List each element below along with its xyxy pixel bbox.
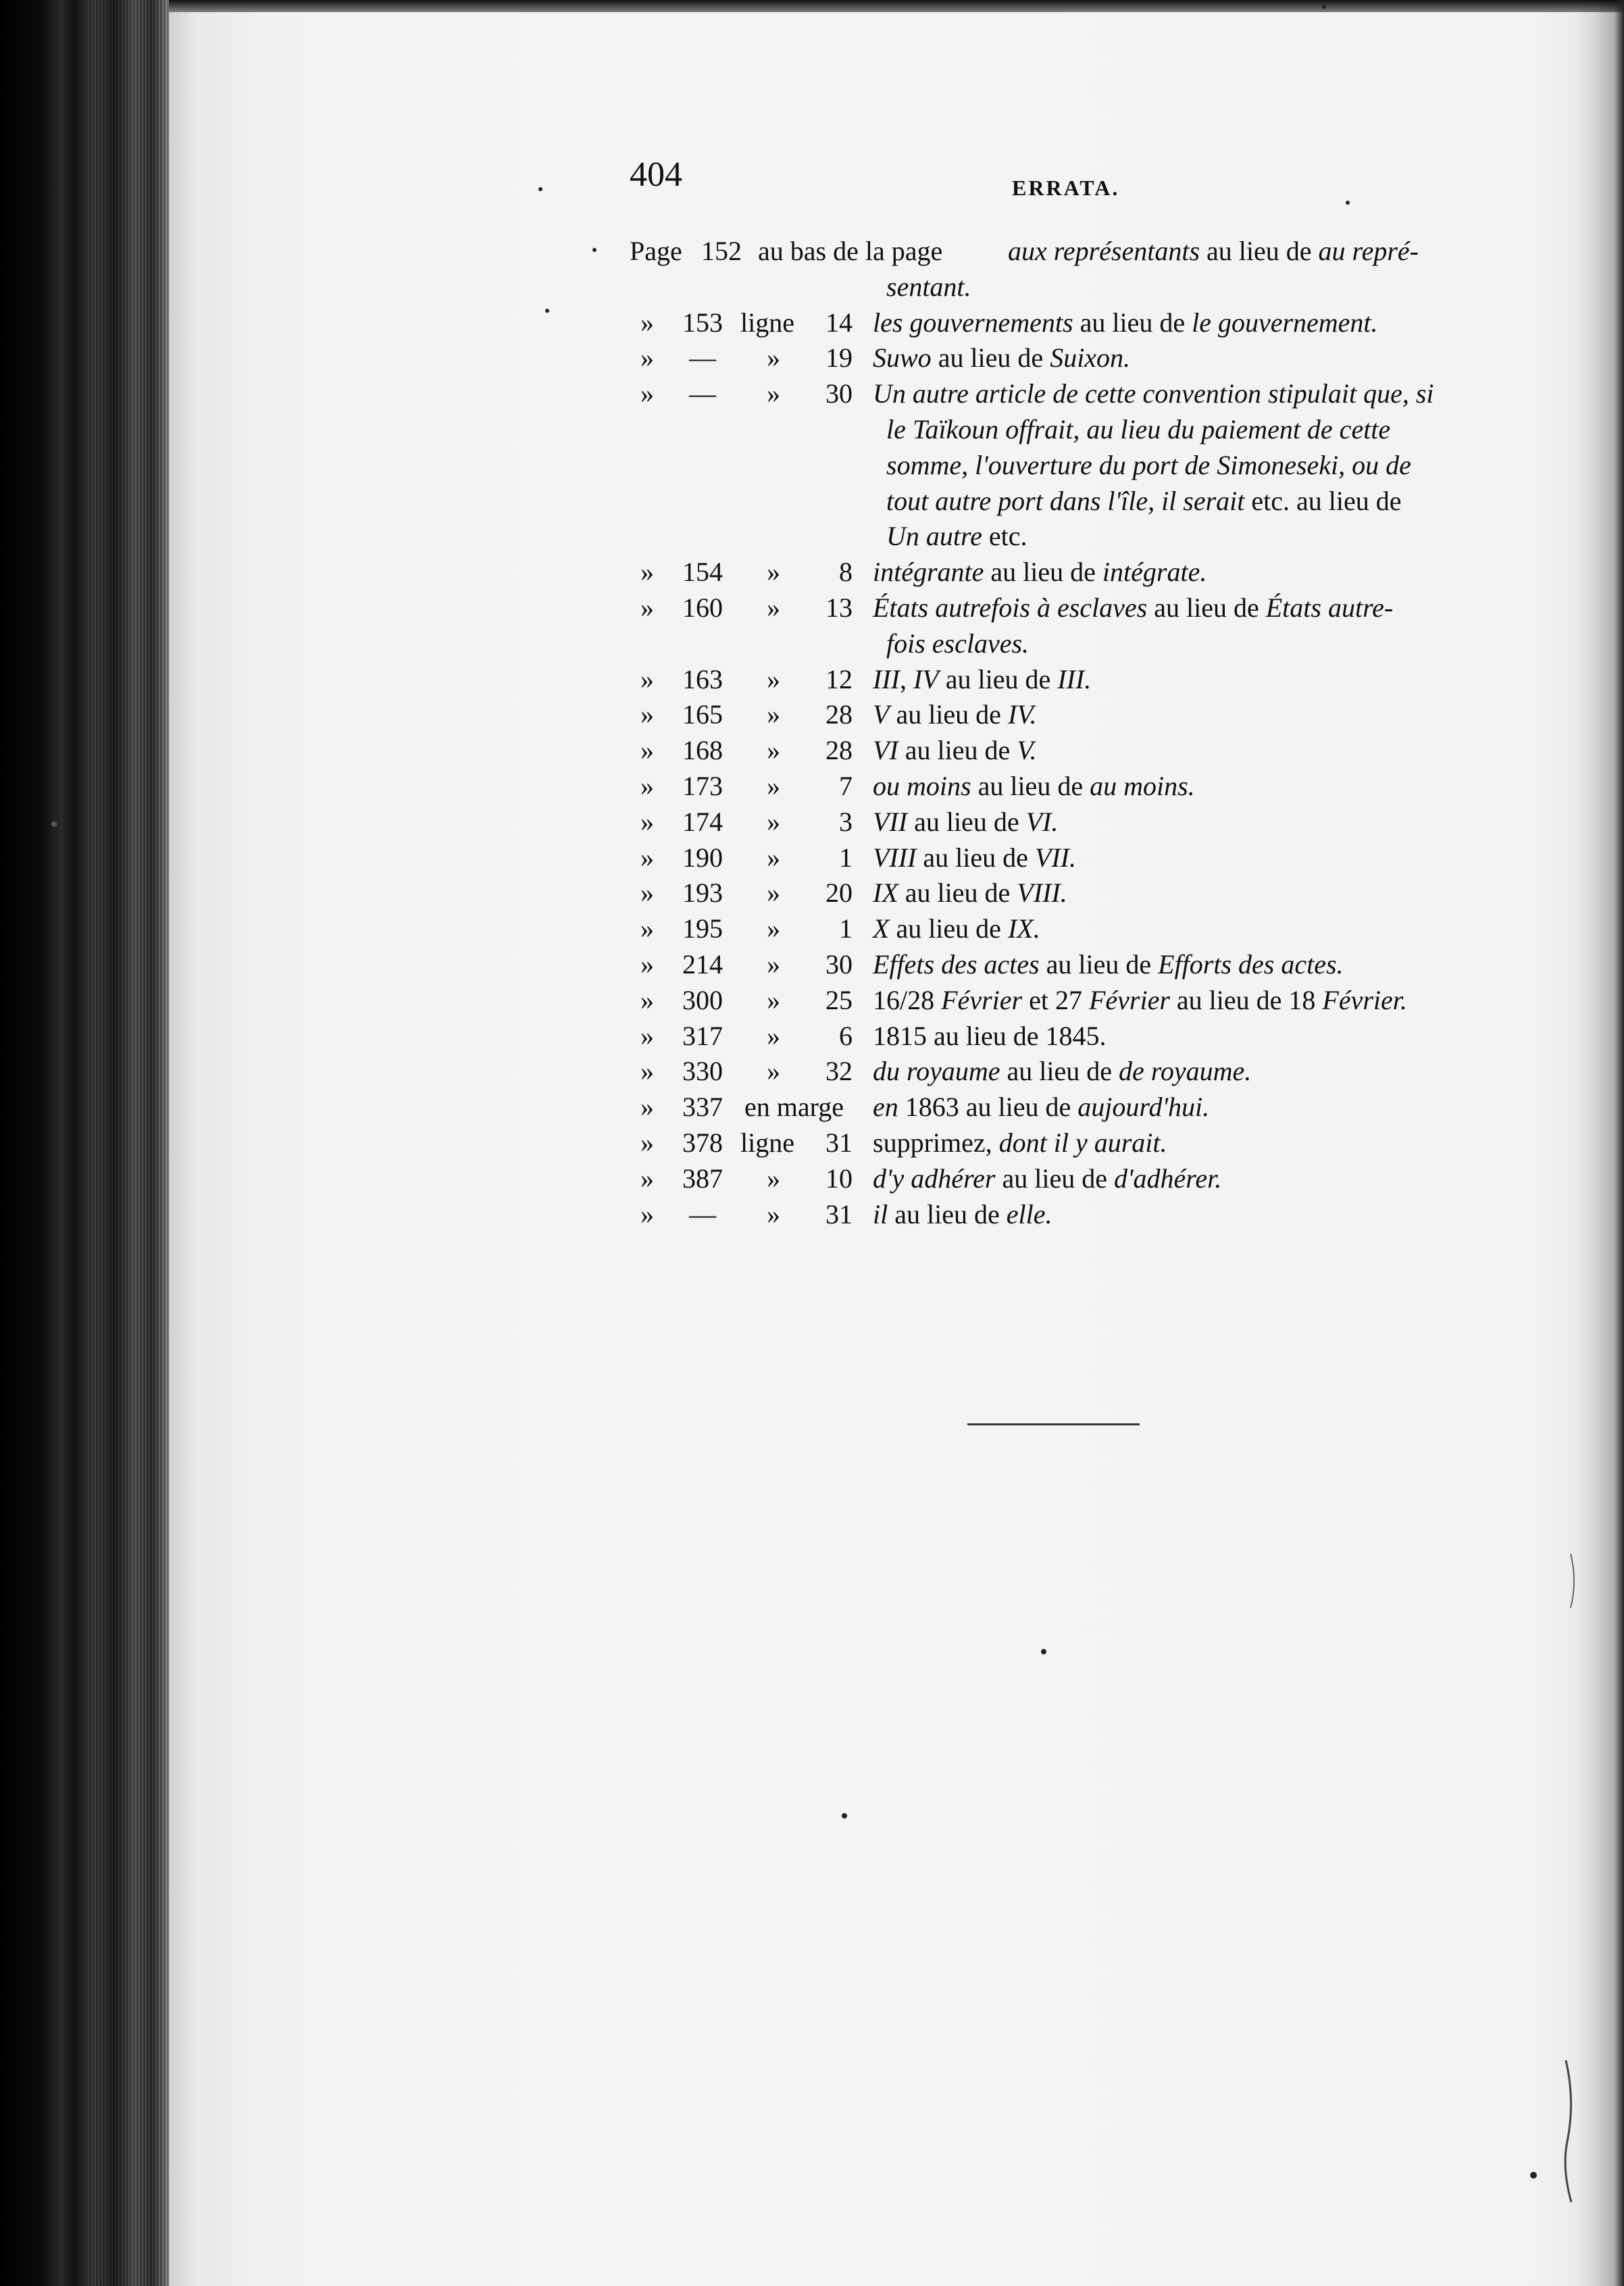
entry-marker: »: [640, 1127, 654, 1158]
entry-page: 387: [682, 1163, 723, 1194]
entry-continuation: [886, 452, 1411, 479]
entry-correction: [873, 844, 1076, 871]
entry-correction: [873, 1058, 1251, 1085]
correction-italic: il: [873, 1199, 888, 1229]
correction-italic: d'y adhérer: [873, 1163, 996, 1194]
entry-marker: »: [640, 985, 654, 1015]
entry-marker: »: [640, 771, 654, 801]
correction-italic: intégrate.: [1102, 557, 1207, 587]
entry-correction: [873, 773, 1195, 800]
correction-text: 1815 au lieu de 1845.: [873, 1021, 1107, 1051]
entry-page: 174: [682, 807, 723, 837]
correction-italic: Un autre article de cette convention stipulait que, si: [873, 378, 1434, 409]
correction-text: ,: [899, 664, 913, 694]
entry-ditto: »: [767, 771, 780, 801]
correction-italic: États autrefois à esclaves: [873, 592, 1148, 623]
correction-italic: d'adhérer.: [1113, 1163, 1222, 1194]
entry-correction: [873, 380, 1434, 407]
correction-italic: Février: [941, 985, 1023, 1015]
entry-ditto: »: [767, 842, 780, 873]
entry-line: 1: [839, 842, 853, 873]
entry-ditto: »: [767, 735, 780, 765]
correction-italic: ou moins: [873, 771, 971, 801]
entry-ditto: »: [767, 807, 780, 837]
entry-ditto: »: [767, 1199, 780, 1229]
entry-ditto: »: [767, 342, 780, 373]
entry-ditto: »: [767, 1163, 780, 1194]
entry-ditto: »: [767, 985, 780, 1015]
correction-italic: IX.: [1007, 913, 1040, 944]
correction-text: au lieu de: [971, 771, 1090, 801]
correction-italic: aujourd'hui.: [1077, 1092, 1210, 1122]
entry-page: 152: [701, 236, 742, 266]
correction-italic: VIII.: [1017, 878, 1067, 908]
entry-line: 14: [826, 307, 853, 338]
entry-page: 154: [682, 557, 723, 587]
correction-text: au lieu de: [1000, 1056, 1119, 1086]
correction-italic: les gouvernements: [873, 307, 1073, 338]
correction-italic: VIII: [873, 842, 917, 873]
entry-page: 163: [682, 664, 723, 694]
correction-italic: Février: [1088, 985, 1170, 1015]
entry-page: 195: [682, 913, 723, 944]
correction-text: etc.: [982, 521, 1027, 551]
correction-italic: Un autre: [886, 521, 982, 551]
entry-location: au bas de la page: [758, 236, 943, 266]
entry-marker: »: [640, 807, 654, 837]
correction-italic: du royaume: [873, 1056, 1000, 1086]
entry-correction: [873, 951, 1344, 978]
entry-page: —: [689, 342, 716, 373]
entry-page: 337: [682, 1092, 723, 1122]
entry-continuation: [886, 488, 1402, 515]
correction-italic: VII.: [1034, 842, 1076, 873]
correction-italic: en: [873, 1092, 898, 1122]
entry-correction: [1008, 238, 1419, 265]
entry-page: 160: [682, 592, 723, 623]
correction-italic: au moins.: [1090, 771, 1195, 801]
correction-text: au lieu de: [898, 735, 1017, 765]
correction-text: au lieu de: [984, 557, 1102, 587]
correction-text: et 27: [1022, 985, 1089, 1015]
entry-correction: [873, 701, 1037, 728]
entry-line: 1: [839, 913, 853, 944]
running-title: ERRATA.: [1012, 176, 1120, 200]
entry-page: 165: [682, 699, 723, 730]
correction-italic: VII: [873, 807, 908, 837]
correction-text: au lieu de: [938, 664, 1058, 694]
entry-line: 3: [839, 807, 853, 837]
entry-marker: »: [640, 1199, 654, 1229]
end-rule: [967, 1423, 1140, 1425]
entry-continuation: [886, 630, 1029, 657]
correction-italic: VI: [873, 735, 898, 765]
correction-italic: somme, l'ouverture du port de Simoneseki, ou de: [886, 450, 1411, 480]
correction-text: au lieu de: [931, 342, 1050, 373]
entry-line: 8: [839, 557, 853, 587]
entry-marker: »: [640, 913, 654, 944]
entry-correction: [873, 1129, 1167, 1157]
entry-marker: »: [640, 342, 654, 373]
entry-correction: [873, 987, 1407, 1014]
correction-italic: V.: [1017, 735, 1037, 765]
entry-correction: [873, 559, 1207, 586]
correction-italic: sentant.: [886, 272, 971, 302]
entry-line: 30: [826, 949, 853, 980]
correction-text: au lieu de 18: [1169, 985, 1323, 1015]
entry-correction: [873, 737, 1037, 764]
correction-italic: aux représentants: [1008, 236, 1200, 266]
entry-correction: [873, 1165, 1221, 1192]
correction-italic: IV: [913, 664, 939, 694]
correction-text: etc. au lieu de: [1244, 486, 1402, 516]
entry-line: 19: [826, 342, 853, 373]
entry-line: 7: [839, 771, 853, 801]
entry-ditto: »: [767, 1021, 780, 1051]
entry-location: ligne: [740, 1127, 794, 1158]
entry-line: 31: [826, 1199, 853, 1229]
entry-ditto: »: [767, 878, 780, 908]
entry-marker: »: [640, 878, 654, 908]
entry-correction: [873, 1094, 1209, 1121]
page-right-edge: [1574, 0, 1624, 2286]
correction-italic: au repré-: [1318, 236, 1419, 266]
correction-italic: IX: [873, 878, 898, 908]
correction-italic: X: [873, 913, 890, 944]
entry-page: 153: [682, 307, 723, 338]
entry-line: 6: [839, 1021, 853, 1051]
correction-text: au lieu de: [898, 878, 1017, 908]
entry-correction: [873, 309, 1378, 336]
correction-text: au lieu de: [889, 913, 1008, 944]
entry-ditto: »: [767, 592, 780, 623]
correction-text: au lieu de: [1147, 592, 1266, 623]
correction-text: supprimez,: [873, 1127, 999, 1158]
entry-correction: [873, 915, 1040, 942]
entry-ditto: »: [767, 949, 780, 980]
entry-page: —: [689, 1199, 716, 1229]
correction-text: 1863 au lieu de: [898, 1092, 1078, 1122]
entry-marker: »: [640, 842, 654, 873]
correction-italic: Efforts des actes.: [1158, 949, 1344, 980]
correction-text: au lieu de: [1200, 236, 1319, 266]
correction-italic: Février.: [1322, 985, 1407, 1015]
correction-italic: le Taïkoun offrait, au lieu du paiement de cette: [886, 414, 1391, 444]
entry-marker: »: [640, 307, 654, 338]
correction-text: 16/28: [873, 985, 942, 1015]
correction-text: au lieu de: [916, 842, 1035, 873]
entry-marker: »: [640, 1092, 654, 1122]
entry-page: 168: [682, 735, 723, 765]
entry-ditto: »: [767, 699, 780, 730]
correction-text: au lieu de: [888, 1199, 1007, 1229]
correction-italic: Suixon.: [1050, 342, 1131, 373]
entry-line: 31: [826, 1127, 853, 1158]
entry-page: 378: [682, 1127, 723, 1158]
correction-italic: dont il y aurait.: [998, 1127, 1167, 1158]
entry-page: —: [689, 378, 716, 409]
entry-line: 13: [826, 592, 853, 623]
entry-line: 30: [826, 378, 853, 409]
entry-marker: »: [640, 592, 654, 623]
entry-continuation: [886, 523, 1027, 550]
correction-italic: de royaume.: [1118, 1056, 1252, 1086]
correction-italic: fois esclaves.: [886, 628, 1030, 659]
entry-line: 32: [826, 1056, 853, 1086]
entry-correction: [873, 809, 1058, 836]
entry-page: 330: [682, 1056, 723, 1086]
correction-text: au lieu de: [889, 699, 1008, 730]
correction-italic: Suwo: [873, 342, 932, 373]
entry-ditto: »: [767, 913, 780, 944]
correction-italic: tout autre port dans l'île, il serait: [886, 486, 1245, 516]
page-edges: [88, 0, 169, 2286]
entry-correction: [873, 1201, 1052, 1228]
correction-text: au lieu de: [1073, 307, 1192, 338]
correction-text: au lieu de: [907, 807, 1026, 837]
correction-italic: IV.: [1007, 699, 1037, 730]
correction-italic: elle.: [1006, 1199, 1052, 1229]
entry-correction: [873, 1023, 1107, 1050]
entry-marker: »: [640, 949, 654, 980]
entry-location: ligne: [740, 307, 794, 338]
correction-text: au lieu de: [995, 1163, 1114, 1194]
entry-line: 28: [826, 735, 853, 765]
correction-italic: États autre-: [1265, 592, 1394, 623]
entry-continuation: [886, 274, 971, 301]
entry-page: 317: [682, 1021, 723, 1051]
correction-italic: III: [873, 664, 900, 694]
entry-marker: »: [640, 735, 654, 765]
correction-italic: V: [873, 699, 890, 730]
entry-marker: »: [640, 378, 654, 409]
entry-marker: »: [640, 664, 654, 694]
entry-page: 300: [682, 985, 723, 1015]
correction-italic: intégrante: [873, 557, 984, 587]
entry-correction: [873, 342, 1131, 373]
correction-italic: Effets des actes: [873, 949, 1040, 980]
entry-ditto: »: [767, 378, 780, 409]
entry-correction: [873, 880, 1067, 907]
entry-correction: [873, 594, 1393, 621]
entry-line: 10: [826, 1163, 853, 1194]
entry-ditto: »: [767, 664, 780, 694]
entry-line: 12: [826, 664, 853, 694]
entry-marker: Page: [630, 236, 682, 266]
correction-italic: III.: [1057, 664, 1092, 694]
entry-line: 20: [826, 878, 853, 908]
entry-correction: [873, 666, 1091, 693]
entry-page: 214: [682, 949, 723, 980]
entry-location: en marge: [744, 1092, 844, 1122]
entry-ditto: »: [767, 1056, 780, 1086]
correction-italic: le gouvernement.: [1192, 307, 1378, 338]
entry-marker: »: [640, 557, 654, 587]
entry-page: 190: [682, 842, 723, 873]
entry-page: 193: [682, 878, 723, 908]
entry-page: 173: [682, 771, 723, 801]
entry-ditto: »: [767, 557, 780, 587]
correction-italic: VI.: [1025, 807, 1059, 837]
entry-continuation: [886, 416, 1390, 443]
entry-marker: »: [640, 1021, 654, 1051]
entry-line: 25: [826, 985, 853, 1015]
correction-text: au lieu de: [1039, 949, 1159, 980]
entry-marker: »: [640, 699, 654, 730]
entry-marker: »: [640, 1163, 654, 1194]
entry-line: 28: [826, 699, 853, 730]
entry-marker: »: [640, 1056, 654, 1086]
page-number: 404: [630, 155, 682, 194]
